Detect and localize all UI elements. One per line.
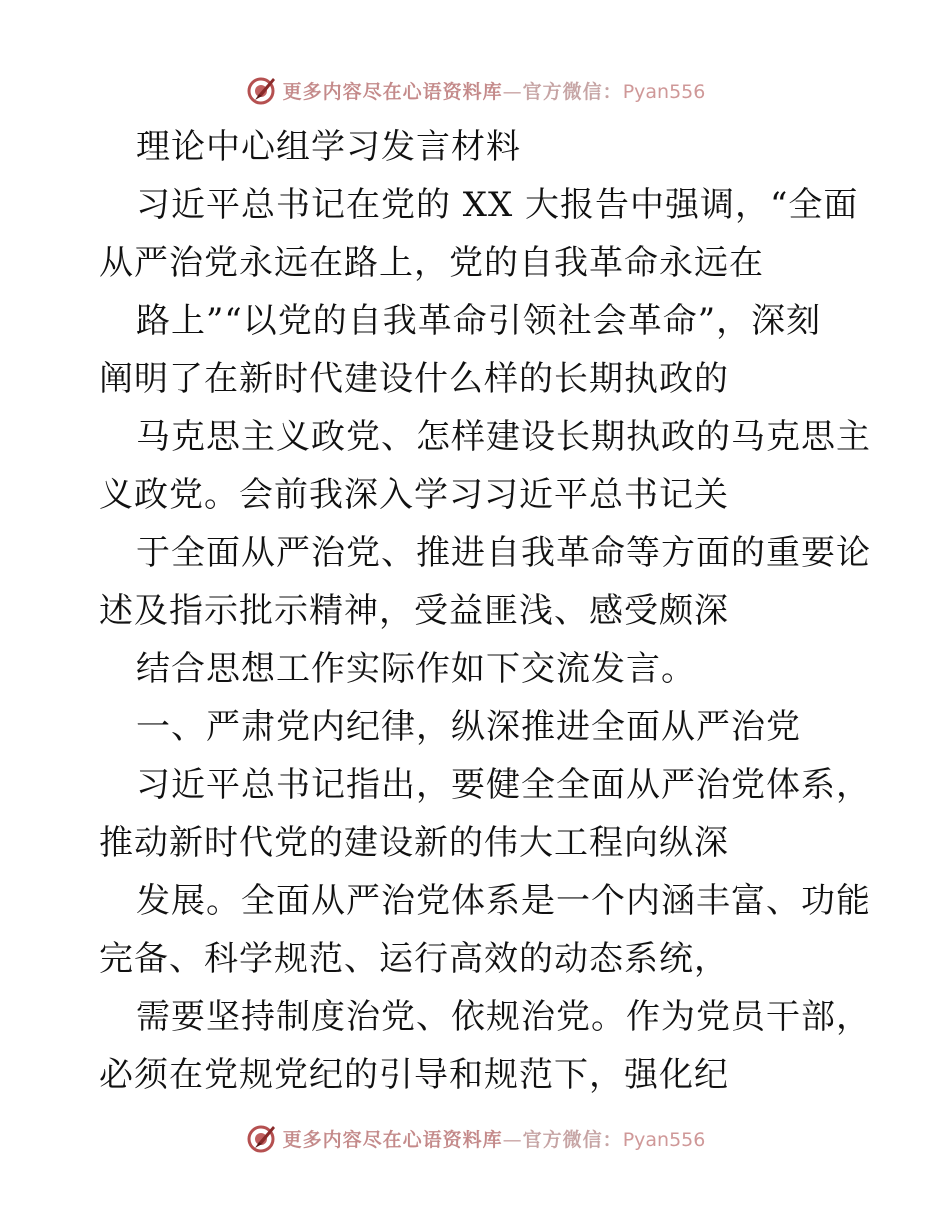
paragraph-line: 需要坚持制度治党、依规治党。作为党员干部， — [136, 997, 871, 1037]
paragraph-line: 推动新时代党的建设新的伟大工程向纵深 — [99, 823, 729, 863]
banner-site-text: 更多内容尽在心语资料库 — [282, 80, 503, 103]
paragraph-line: 马克思主义政党、怎样建设长期执政的马克思主 — [136, 417, 871, 457]
banner-wechat-label: 官方微信： — [522, 1128, 623, 1151]
banner-wechat-id: Pyan556 — [622, 80, 706, 103]
banner-separator: — — [502, 80, 523, 103]
quill-pen-logo-icon — [245, 74, 277, 106]
paragraph-line: 习近平总书记在党的 XX 大报告中强调，“全面 — [136, 185, 859, 225]
paragraph-line: 述及指示批示精神，受益匪浅、感受颇深 — [99, 591, 729, 631]
paragraph-line: 发展。全面从严治党体系是一个内涵丰富、功能 — [136, 881, 871, 921]
banner-separator: — — [502, 1128, 523, 1151]
paragraph-line: 于全面从严治党、推进自我革命等方面的重要论 — [136, 533, 871, 573]
paragraph-line: 阐明了在新时代建设什么样的长期执政的 — [99, 359, 729, 399]
section-heading: 一、严肃党内纪律，纵深推进全面从严治党 — [136, 707, 801, 747]
footer-watermark-banner — [0, 1118, 950, 1158]
document-title: 理论中心组学习发言材料 — [136, 127, 521, 167]
paragraph-line: 义政党。会前我深入学习习近平总书记关 — [99, 475, 729, 515]
paragraph-line: 路上”“以党的自我革命引领社会革命”，深刻 — [136, 301, 822, 341]
quill-pen-logo-icon — [245, 1122, 277, 1154]
banner-site-text: 更多内容尽在心语资料库 — [282, 1128, 503, 1151]
paragraph-line: 完备、科学规范、运行高效的动态系统， — [99, 939, 729, 979]
paragraph-line: 习近平总书记指出，要健全全面从严治党体系， — [136, 765, 871, 805]
banner-wechat-label: 官方微信： — [522, 80, 623, 103]
paragraph-line: 结合思想工作实际作如下交流发言。 — [136, 649, 696, 689]
banner-wechat-id: Pyan556 — [622, 1128, 706, 1151]
paragraph-line: 从严治党永远在路上，党的自我革命永远在 — [99, 243, 764, 283]
paragraph-line: 必须在党规党纪的引导和规范下，强化纪 — [99, 1055, 729, 1095]
header-watermark-banner — [0, 70, 950, 110]
